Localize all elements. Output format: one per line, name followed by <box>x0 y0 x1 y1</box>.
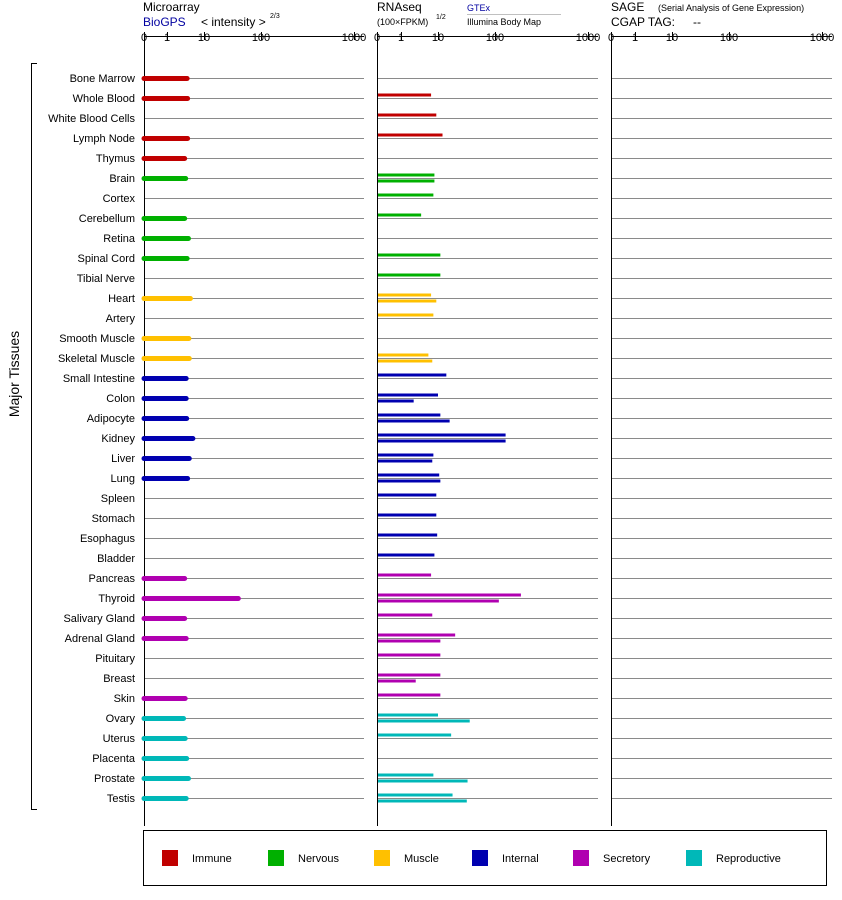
bar-illumina <box>378 400 414 403</box>
microarray-source: BioGPS <box>143 15 186 29</box>
bar-illumina <box>378 300 436 303</box>
bar-gtex <box>378 554 434 557</box>
bar-illumina <box>378 360 432 363</box>
microarray-tick-label: 0 <box>140 32 148 44</box>
bar-gtex <box>378 354 428 357</box>
sage-title: SAGE <box>611 0 645 14</box>
tissue-label: Ovary <box>105 713 135 725</box>
legend <box>162 850 781 866</box>
tissue-label: Colon <box>106 393 135 405</box>
rnaseq-unit: (100×FPKM) <box>377 17 429 27</box>
rnaseq-title: RNAseq <box>377 0 422 14</box>
tissue-label: Breast <box>103 673 135 685</box>
bar-illumina <box>378 640 440 643</box>
tissue-label: Bladder <box>97 553 135 565</box>
tissue-label: Esophagus <box>79 533 135 545</box>
bar-gtex <box>378 634 455 637</box>
bar-gtex <box>378 174 434 177</box>
rnaseq-tick-label: 1000 <box>575 32 601 44</box>
bar-gtex <box>378 294 431 297</box>
legend-label-internal: Internal <box>502 853 539 865</box>
sage-subtitle: (Serial Analysis of Gene Expression) <box>658 3 805 13</box>
sage-tick-label: 1000 <box>809 32 835 44</box>
rnaseq-tick-label: 1 <box>397 32 405 44</box>
tissue-label: Prostate <box>94 773 135 785</box>
tissue-label: Adipocyte <box>86 413 135 425</box>
bar-gtex <box>378 194 433 197</box>
tissue-label: Pancreas <box>88 573 135 585</box>
rnaseq-source-gtex: GTEx <box>467 3 491 13</box>
rnaseq-tick-label: 10 <box>431 32 445 44</box>
bar-gtex <box>378 574 431 577</box>
bar-illumina <box>378 460 432 463</box>
tissue-label: Thymus <box>95 153 135 165</box>
legend-label-secretory: Secretory <box>603 853 651 865</box>
rnaseq-tick-label: 0 <box>373 32 381 44</box>
tissue-bracket <box>31 63 37 810</box>
bar-gtex <box>378 674 440 677</box>
sage-tick-label: 1 <box>631 32 639 44</box>
microarray-unit-exponent: 2/3 <box>270 13 280 20</box>
rnaseq-unit-exponent: 1/2 <box>436 14 446 21</box>
legend-label-muscle: Muscle <box>404 853 439 865</box>
tissue-label: Adrenal Gland <box>64 633 135 645</box>
legend-label-nervous: Nervous <box>298 853 339 865</box>
bar-gtex <box>378 134 443 137</box>
bar-illumina <box>378 420 450 423</box>
tissue-label: Placenta <box>92 753 135 765</box>
microarray-tick-label: 1 <box>163 32 171 44</box>
tissue-label: Small Intestine <box>62 373 135 385</box>
tissue-label: Brain <box>109 173 135 185</box>
tissue-label: Tibial Nerve <box>76 273 135 285</box>
tissue-label: Uterus <box>102 733 135 745</box>
bar-gtex <box>378 614 432 617</box>
bar-gtex <box>378 734 451 737</box>
tissue-label: Heart <box>108 293 135 305</box>
legend-swatch-muscle <box>374 850 390 866</box>
bar-gtex <box>378 534 437 537</box>
bar-illumina <box>378 180 434 183</box>
bar-gtex <box>378 434 506 437</box>
bar-gtex <box>378 774 433 777</box>
legend-swatch-internal <box>472 850 488 866</box>
legend-swatch-reproductive <box>686 850 702 866</box>
tissue-label: Skeletal Muscle <box>57 353 135 365</box>
bar-gtex <box>378 214 421 217</box>
bar-illumina <box>378 680 416 683</box>
bar-gtex <box>378 94 431 97</box>
bar-gtex <box>378 414 440 417</box>
tissue-label: Lymph Node <box>73 133 135 145</box>
tissue-label: Salivary Gland <box>63 613 135 625</box>
bar-illumina <box>378 780 468 783</box>
microarray-tick-label: 1000 <box>341 32 367 44</box>
legend-swatch-nervous <box>268 850 284 866</box>
microarray-tick-label: 100 <box>251 32 271 44</box>
axes <box>141 32 834 826</box>
bar-gtex <box>378 694 440 697</box>
tissue-label: Retina <box>103 233 135 245</box>
legend-swatch-secretory <box>573 850 589 866</box>
bar-gtex <box>378 794 453 797</box>
tissue-label: Skin <box>113 693 135 705</box>
tissue-label: Liver <box>111 453 135 465</box>
tissue-label: Lung <box>110 473 135 485</box>
bar-gtex <box>378 314 433 317</box>
tissue-label: Smooth Muscle <box>59 333 135 345</box>
bar-gtex <box>378 454 433 457</box>
rnaseq-tick-label: 100 <box>485 32 505 44</box>
tissue-label: Artery <box>105 313 135 325</box>
tissue-label: Thyroid <box>98 593 135 605</box>
bar-gtex <box>378 514 436 517</box>
tissue-label: Cortex <box>102 193 135 205</box>
bars <box>144 79 521 803</box>
microarray-title: Microarray <box>143 0 200 14</box>
tissue-label: Bone Marrow <box>69 73 135 85</box>
bar-gtex <box>378 494 436 497</box>
bar-illumina <box>378 800 467 803</box>
side-label: Major Tissues <box>6 330 22 418</box>
legend-label-reproductive: Reproductive <box>716 853 781 865</box>
bar-gtex <box>378 474 439 477</box>
tissue-label: Stomach <box>91 513 135 525</box>
tissue-label: Kidney <box>101 433 135 445</box>
legend-label-immune: Immune <box>192 853 232 865</box>
bar-gtex <box>378 114 436 117</box>
tissue-label: Testis <box>106 793 135 805</box>
row-gridlines <box>144 79 832 799</box>
bar-illumina <box>378 480 440 483</box>
bar-illumina <box>378 720 470 723</box>
bar-gtex <box>378 374 446 377</box>
tissue-label: White Blood Cells <box>48 113 135 125</box>
bar-gtex <box>378 254 440 257</box>
microarray-tick-label: 10 <box>197 32 211 44</box>
sage-tag-value: -- <box>693 15 701 29</box>
sage-tick-label: 0 <box>607 32 615 44</box>
tissue-label: Spleen <box>100 493 135 505</box>
tissue-label: Spinal Cord <box>77 253 135 265</box>
sage-tag-label: CGAP TAG: <box>611 15 676 29</box>
bar-illumina <box>378 440 506 443</box>
bar-gtex <box>378 654 440 657</box>
microarray-unit: < intensity > <box>201 15 266 29</box>
bar-gtex <box>378 394 438 397</box>
sage-tick-label: 100 <box>719 32 739 44</box>
tissue-label: Cerebellum <box>78 213 135 225</box>
tissue-label: Whole Blood <box>72 93 135 105</box>
bar-gtex <box>378 714 438 717</box>
tissue-label: Pituitary <box>95 653 135 665</box>
bar-illumina <box>378 600 499 603</box>
legend-swatch-immune <box>162 850 178 866</box>
bar-gtex <box>378 594 521 597</box>
rnaseq-source-illumina: Illumina Body Map <box>467 17 542 27</box>
sage-tick-label: 10 <box>665 32 679 44</box>
bar-gtex <box>378 274 440 277</box>
tissue-labels <box>48 73 136 805</box>
